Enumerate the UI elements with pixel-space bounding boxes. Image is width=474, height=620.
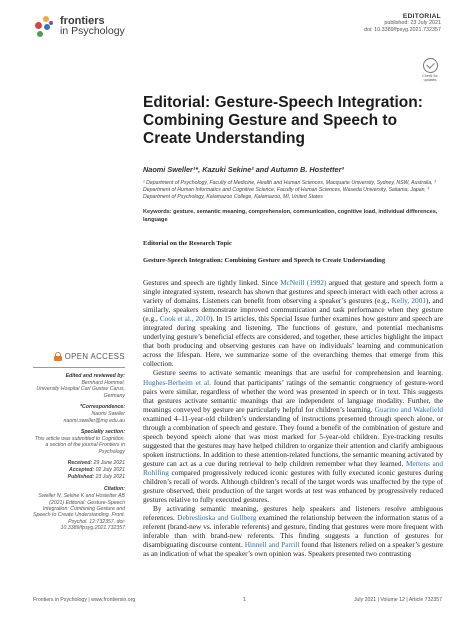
open-lock-icon — [54, 352, 62, 361]
edited-by-label: Edited and reviewed by: — [65, 373, 125, 379]
author-list: Naomi Sweller¹*, Kazuki Sekine² and Autumn B. Hostetter³ — [143, 165, 344, 174]
check-for-updates-button[interactable] — [421, 58, 439, 82]
article-title: Editorial: Gesture-Speech Integration: Combining Gesture and Speech to Create Understanding — [143, 94, 423, 147]
check-updates-label: Check for updates — [422, 74, 438, 82]
body-paragraph-2: Gesture seems to activate semantic meanings that are useful for comprehension and learning. Hughes-Berheim et al. found that participants’ ratings of the semantic congruency of gesture-word pairs were similar, regardless of whether the word was presented in speech or in text. This suggests that gestures activate semantic meanings that are independent of language modality. Further, the meanings conveyed by gesture are particularly helpful for children’s learning. Guarino and Wakefield examined 4–11-year-old children’s understanding of instructions presented through speech alone, or through a combination of speech and gesture. They found a benefit of the combination of gesture and speech beyond speech alone that was most marked for 5-year-old children. Eye-tracking results suggested that the gestures may have helped children to organize their attention and clarify ambiguous spoken instructions. In addition to these attention-related functions, the semantic meaning activated by gesture can act as a cue during retrieval to help children remember what they learned. Mertens and Rohlfing compared progressively reduced iconic gestures with fully executed iconic gestures during children’s recall of words. Although children’s recall of the target words was unaffected by the type of gesture observed, their production of the target words at test was enhanced by progressively reduced gestures relative to fully executed gestures. — [143, 368, 443, 505]
footer-journal-link[interactable]: Frontiers in Psychology | www.frontiersin.org — [33, 597, 136, 603]
correspondence-label: *Correspondence: — [80, 404, 125, 411]
article-type: EDITORIAL — [402, 13, 441, 20]
specialty-text: This article was submitted to Cognition, a section of the journal Frontiers in Psychology — [34, 436, 125, 455]
keywords-list: gesture, semantic meaning, comprehension, communication, cognitive load, individual differences, language — [143, 209, 438, 223]
journal-name: in Psychology — [60, 25, 125, 37]
article-sidebar — [33, 352, 125, 532]
correspondence-email[interactable]: naomi.sweller@mq.edu.au — [63, 417, 125, 424]
body-paragraph-1: Gestures and speech are tightly linked. Since McNeill (1992) argued that gesture and speech form a single integrated system, research has shown that gestures and speech interact with each other across a variety of domains. Listeners can benefit from observing a speaker’s gestures (e.g., Kelly, 2001), and similarly, speakers demonstrate improved communication and task performance when they gesture (e.g., Cook et al., 2010). In 15 articles, this Special Issue further examines how gesture and speech are integrated during speaking and listening. The functions of gesture, and potential mechanisms underlying gesture’s beneficial effects are considered, and together, these articles highlight the impact that both producing and observing gestures can have on individuals’ learning and communication across the lifespan. Here, we summarize some of the overarching themes that emerge from this collection. — [143, 278, 443, 369]
citation-link[interactable]: Mertens and Rohlfing — [143, 458, 443, 477]
article-doi[interactable]: doi: 10.3389/fpsyg.2021.732357 — [363, 27, 441, 33]
body-paragraph-3: By activating semantic meaning, gestures help speakers and listeners resolve ambiguous references. Debreslioska and Gullberg examined the relationship between the information status of a referent (brand-new vs. inferable referents) and gesture, finding that gestures were more frequent with inferable than with brand-new referents. This finding suggests a function of gestures for disambiguating discourse content. Hinnell and Parrill found that listeners relied on a speaker’s gesture as an indication of what the speaker’s own opinion was. Speakers presented two contrasting — [143, 504, 444, 559]
specialty-label: Specialty section: — [80, 429, 125, 436]
citation-text: Sweller N, Sekine K and Hostetter AB (2021) Editorial: Gesture-Speech Integration: Combining Gesture and Speech to Create Understanding. Front. Psychol. 12:732357. doi: 10.3389/fpsyg.2021.732357 — [33, 493, 125, 532]
research-topic-title[interactable]: Gesture-Speech Integration: Combining Gesture and Speech to Create Understanding — [143, 257, 386, 264]
citation-link[interactable]: Guarino and Wakefield — [374, 404, 443, 414]
citation-label: Citation: — [103, 486, 125, 493]
received-date: Received: 29 June 2021 — [67, 460, 125, 467]
research-topic-label: Editorial on the Research Topic — [143, 240, 232, 247]
editor-name: Bernhard Hommel, — [81, 380, 125, 386]
keywords-label: Keywords: — [143, 209, 172, 215]
citation-link[interactable]: McNeill (1992) — [280, 278, 327, 287]
keywords — [143, 209, 443, 225]
article-meta — [364, 13, 441, 34]
open-access-label: OPEN ACCESS — [64, 352, 125, 361]
page-footer — [33, 597, 442, 603]
frontiers-logo-icon — [35, 16, 57, 38]
footer-issue-info: July 2021 | Volume 12 | Article 732357 — [353, 597, 442, 603]
published-date-sidebar: Published: 23 July 2021 — [67, 474, 125, 481]
editor-affiliation: University Hospital Carl Gustav Carus, Germany — [36, 386, 125, 399]
journal-logo[interactable] — [35, 16, 125, 38]
article-body — [143, 278, 443, 558]
check-updates-icon — [423, 58, 438, 73]
correspondence-name: Naomi Sweller — [91, 411, 125, 418]
citation-link[interactable]: Cook et al., 2010 — [159, 314, 211, 324]
open-access-badge — [33, 352, 125, 361]
affiliations: ¹ Department of Psychology, Faculty of Medicine, Health and Human Sciences, Macquarie University, Sydney, NSW, Australia, ² Department of Human Informatics and Cognitive Science, Faculty of Human Sciences, Waseda University, Saitama, Japan, ³ Department of Psychology, Kalamazoo College, Kalamazoo, MI, United States — [143, 180, 436, 201]
sidebar-divider — [33, 367, 125, 368]
citation-link[interactable]: Debreslioska and Gullberg — [177, 513, 257, 523]
page-number: 1 — [243, 597, 247, 603]
citation-link[interactable]: Hughes-Berheim et al. — [143, 377, 211, 387]
citation-link[interactable]: Kelly, 2001 — [391, 296, 427, 306]
brand-name: frontiers — [60, 15, 105, 27]
accepted-date: Accepted: 02 July 2021 — [69, 467, 125, 474]
published-date: published: 23 July 2021 — [384, 20, 441, 26]
citation-link[interactable]: Hinnell and Parrill — [244, 540, 300, 550]
